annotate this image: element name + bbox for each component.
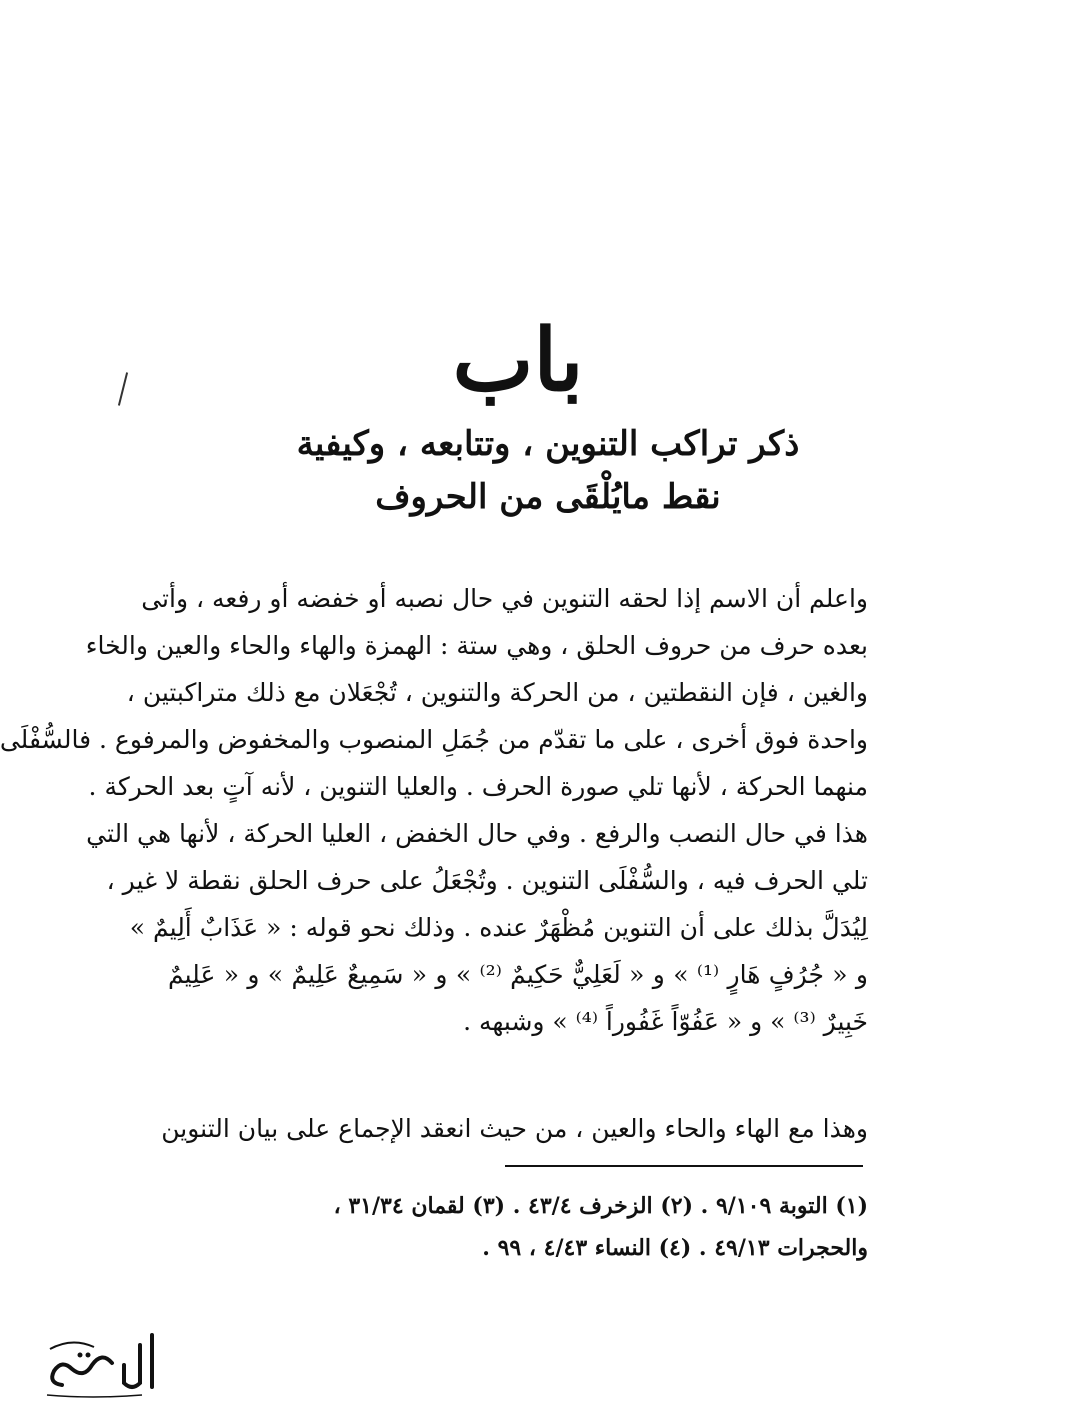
body-line: تلي الحرف فيه ، والسُّفْلَى التنوين . وتُجْعَلُ على حرف الحلق نقطة لا غير ، <box>106 866 868 895</box>
chapter-title-line-1: ذكر تراكب التنوين ، وتتابعه ، وكيفية <box>296 424 800 464</box>
body-line: هذا في حال النصب والرفع . وفي حال الخفض ، العليا الحركة ، لأنها هي التي <box>86 819 868 848</box>
footnote-line-2: والحجرات ٤٩/١٣ . (٤) النساء ٤/٤٣ ، ٩٩ . <box>482 1235 868 1261</box>
body-line: والغين ، فإن النقطتين ، من الحركة والتنوين ، تُجْعَلان مع ذلك متراكبتين ، <box>126 678 868 707</box>
body-line: بعده حرف من حروف الحلق ، وهي ستة : الهمزة والهاء والحاء والعين والخاء <box>85 631 868 660</box>
chapter-title <box>198 418 898 523</box>
body-line: واعلم أن الاسم إذا لحقه التنوين في حال نصبه أو خفضه أو رفعه ، وأتى <box>141 584 868 613</box>
body-line: و « جُرُفٍ هَارٍ ⁽¹⁾ » و « لَعَلِيٌّ حَكِيمٌ ⁽²⁾ » و « سَمِيعٌ عَلِيمٌ » و « عَلِيمٌ <box>168 960 868 989</box>
body-line: منهما الحركة ، لأنها تلي صورة الحرف . والعليا التنوين ، لأنه آتٍ بعد الحركة . <box>88 772 868 801</box>
footnotes <box>168 1185 868 1269</box>
body-line: خَبِيرٌ ⁽³⁾ » و « عَفُوّاً غَفُوراً ⁽⁴⁾ » وشبهه . <box>463 1007 868 1036</box>
footnote-line-1: (١) التوبة ٩/١٠٩ . (٢) الزخرف ٤٣/٤ . (٣) لقمان ٣١/٣٤ ، <box>333 1193 868 1219</box>
continuation-line: وهذا مع الهاء والحاء والعين ، من حيث انعقد الإجماع على بيان التنوين <box>161 1114 868 1143</box>
chapter-title-line-2: نقط مايُلْقَى من الحروف <box>375 476 721 517</box>
body-line: لِيُدَلَّ بذلك على أن التنوين مُظْهَرٌ عنده . وذلك نحو قوله : « عَذَابٌ أَلِيمٌ » <box>129 913 868 942</box>
footnote-separator <box>505 1165 863 1167</box>
chapter-heading-word: باب <box>452 310 584 411</box>
body-line: واحدة فوق أخرى ، على ما تقدّم من جُمَلِ المنصوب والمخفوض والمرفوع . فالسُّفْلَى <box>0 725 868 754</box>
body-paragraph <box>0 575 868 1045</box>
calligraphic-stamp-logo <box>32 1325 167 1405</box>
